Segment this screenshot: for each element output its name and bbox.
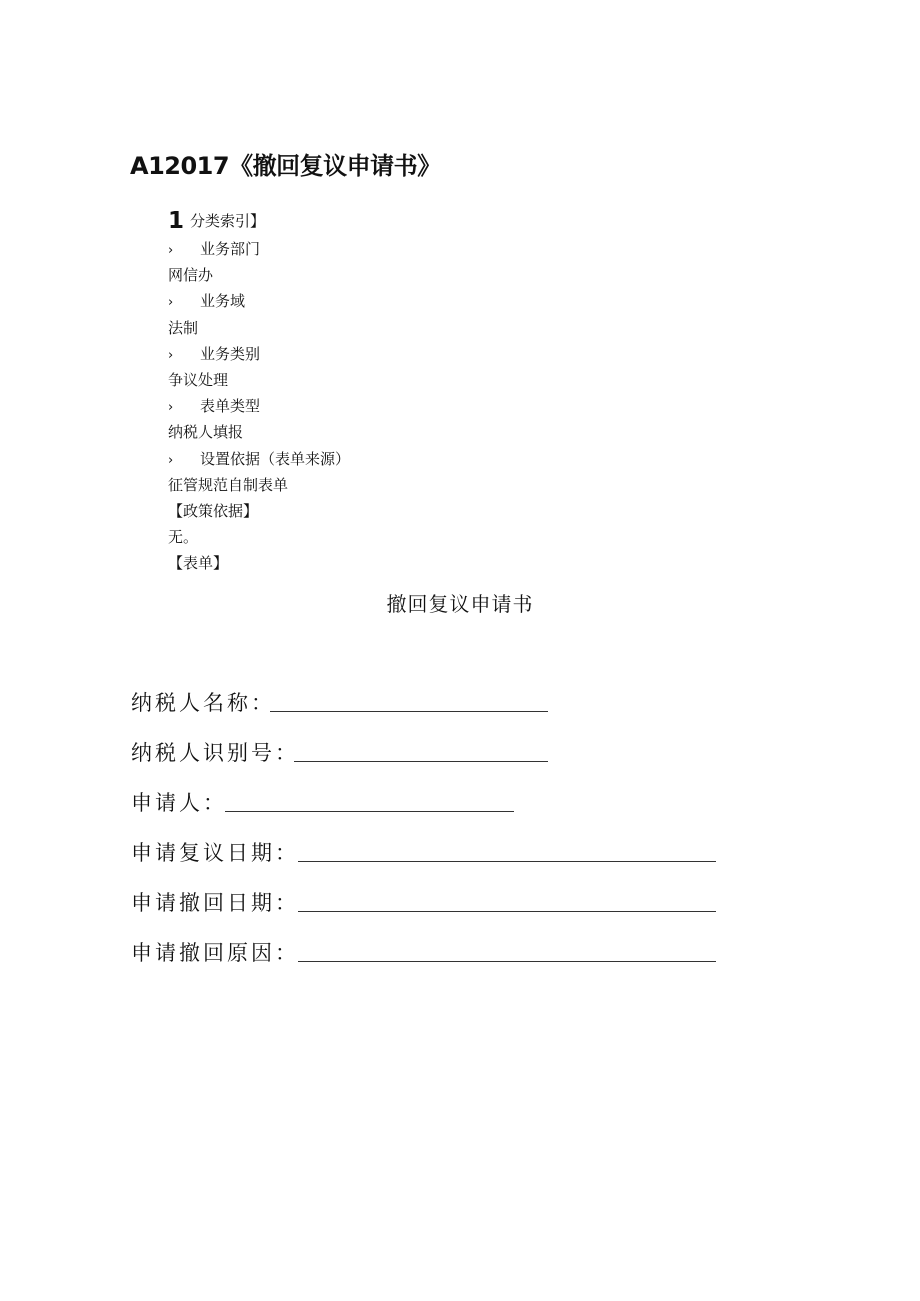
form-title: 撤回复议申请书 (386, 592, 534, 616)
policy-heading: 【政策依据】 (168, 501, 259, 520)
index-item-domain (168, 288, 350, 314)
index-heading: 分类索引】 (190, 212, 266, 230)
index-item-value: 网信办 (168, 266, 214, 285)
withdraw-date-label: 申请撤回日期： (131, 891, 299, 915)
taxpayer-name-input-line[interactable] (270, 711, 548, 712)
taxpayer-id-label: 纳税人识别号： (131, 741, 299, 765)
index-item-value: 法制 (168, 318, 199, 337)
index-item-value: 争议处理 (168, 370, 229, 389)
withdraw-reason-input-line[interactable] (298, 961, 716, 962)
index-item-label: 表单类型 (200, 397, 261, 416)
index-item-label: 业务类别 (200, 344, 261, 363)
chevron-right-icon: › (168, 400, 174, 416)
document-title: A12017《撤回复议申请书》 (130, 152, 441, 180)
form-heading: 【表单】 (168, 554, 229, 573)
applicant-label: 申请人： (131, 791, 227, 815)
index-item-basis (168, 446, 350, 472)
index-item-form-type (168, 393, 350, 419)
index-number: 1 (168, 208, 185, 234)
chevron-right-icon: › (168, 243, 174, 258)
index-header (168, 206, 350, 236)
review-date-input-line[interactable] (298, 861, 716, 862)
review-date-label: 申请复议日期： (131, 841, 299, 865)
withdraw-date-input-line[interactable] (298, 911, 716, 912)
chevron-right-icon: › (168, 347, 174, 363)
withdraw-reason-label: 申请撤回原因： (131, 941, 299, 965)
index-item-label: 设置依据（表单来源） (200, 449, 351, 468)
index-item-label: 业务域 (200, 292, 246, 311)
applicant-input-line[interactable] (225, 811, 514, 812)
chevron-right-icon: › (168, 452, 174, 468)
policy-value: 无。 (168, 528, 199, 547)
index-item-value: 征管规范自制表单 (168, 475, 289, 494)
index-item-category (168, 341, 350, 367)
index-item-value: 纳税人填报 (168, 423, 244, 442)
index-item-label: 业务部门 (200, 240, 261, 258)
taxpayer-id-input-line[interactable] (294, 761, 548, 762)
chevron-right-icon: › (168, 295, 174, 311)
index-item-department (168, 236, 350, 262)
classification-index (168, 206, 350, 576)
taxpayer-name-label: 纳税人名称： (131, 691, 275, 715)
